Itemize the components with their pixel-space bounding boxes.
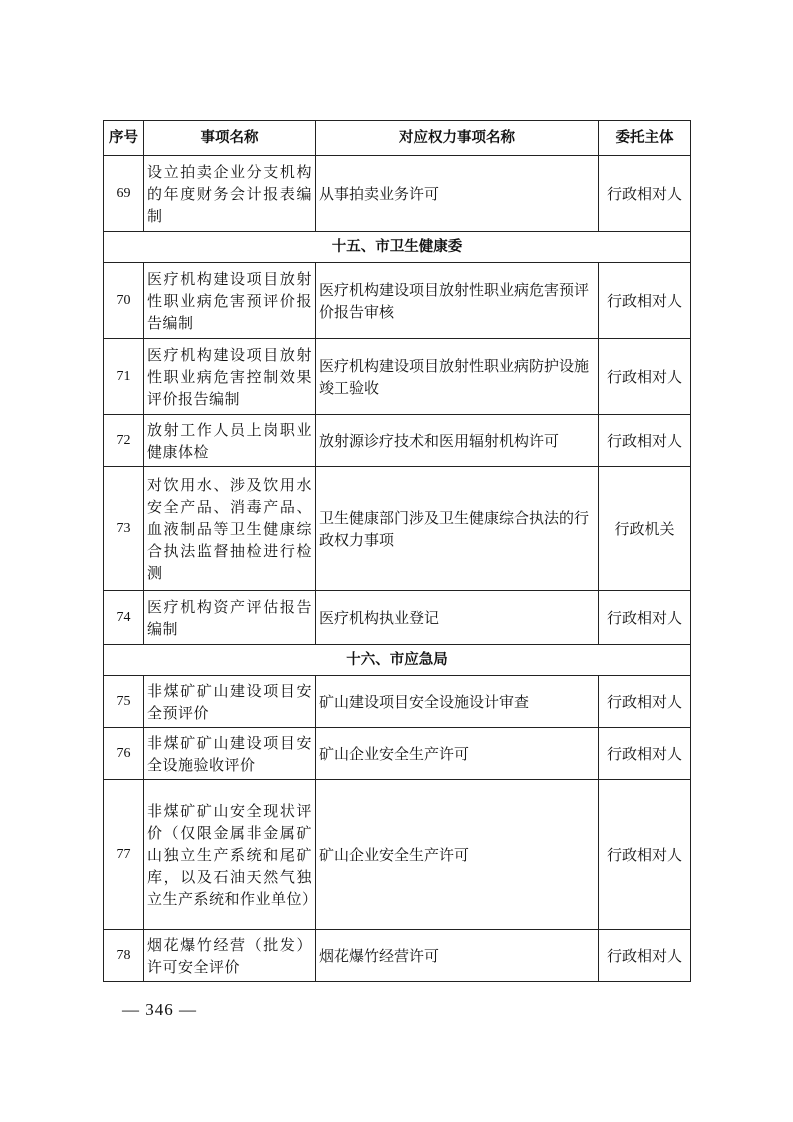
row-power: 从事拍卖业务许可 xyxy=(316,156,599,232)
table-row xyxy=(104,415,691,467)
row-entity: 行政相对人 xyxy=(599,930,691,982)
table-row xyxy=(104,676,691,728)
section-title: 十六、市应急局 xyxy=(104,645,691,676)
table-row xyxy=(104,263,691,339)
section-title: 十五、市卫生健康委 xyxy=(104,232,691,263)
row-num: 71 xyxy=(104,339,144,415)
row-num: 75 xyxy=(104,676,144,728)
row-num: 77 xyxy=(104,780,144,930)
row-power: 矿山建设项目安全设施设计审查 xyxy=(316,676,599,728)
header-num: 序号 xyxy=(104,121,144,156)
header-power: 对应权力事项名称 xyxy=(316,121,599,156)
row-item: 非煤矿矿山建设项目安全预评价 xyxy=(144,676,316,728)
section-row xyxy=(104,232,691,263)
row-entity: 行政机关 xyxy=(599,467,691,591)
table-row xyxy=(104,930,691,982)
table-row xyxy=(104,780,691,930)
table-row xyxy=(104,591,691,645)
row-item: 非煤矿矿山建设项目安全设施验收评价 xyxy=(144,728,316,780)
row-num: 73 xyxy=(104,467,144,591)
row-item: 设立拍卖企业分支机构的年度财务会计报表编制 xyxy=(144,156,316,232)
row-num: 76 xyxy=(104,728,144,780)
page-number: — 346 — xyxy=(122,1000,197,1019)
table-row xyxy=(104,156,691,232)
row-power: 放射源诊疗技术和医用辐射机构许可 xyxy=(316,415,599,467)
row-item: 放射工作人员上岗职业健康体检 xyxy=(144,415,316,467)
table-row xyxy=(104,339,691,415)
row-item: 非煤矿矿山安全现状评价（仅限金属非金属矿山独立生产系统和尾矿库，以及石油天然气独立生产系统和作业单位） xyxy=(144,780,316,930)
row-item: 医疗机构建设项目放射性职业病危害控制效果评价报告编制 xyxy=(144,339,316,415)
row-num: 78 xyxy=(104,930,144,982)
header-entity: 委托主体 xyxy=(599,121,691,156)
row-item: 烟花爆竹经营（批发）许可安全评价 xyxy=(144,930,316,982)
row-item: 对饮用水、涉及饮用水安全产品、消毒产品、血液制品等卫生健康综合执法监督抽检进行检测 xyxy=(144,467,316,591)
section-row xyxy=(104,645,691,676)
row-power: 烟花爆竹经营许可 xyxy=(316,930,599,982)
row-power: 医疗机构执业登记 xyxy=(316,591,599,645)
row-num: 69 xyxy=(104,156,144,232)
row-num: 72 xyxy=(104,415,144,467)
row-entity: 行政相对人 xyxy=(599,263,691,339)
row-entity: 行政相对人 xyxy=(599,339,691,415)
row-power: 矿山企业安全生产许可 xyxy=(316,728,599,780)
row-num: 70 xyxy=(104,263,144,339)
row-num: 74 xyxy=(104,591,144,645)
matters-table xyxy=(103,120,691,982)
header-item: 事项名称 xyxy=(144,121,316,156)
table-row xyxy=(104,467,691,591)
table-row xyxy=(104,728,691,780)
row-power: 医疗机构建设项目放射性职业病防护设施竣工验收 xyxy=(316,339,599,415)
row-entity: 行政相对人 xyxy=(599,156,691,232)
row-power: 卫生健康部门涉及卫生健康综合执法的行政权力事项 xyxy=(316,467,599,591)
row-entity: 行政相对人 xyxy=(599,591,691,645)
table-header-row xyxy=(104,121,691,156)
row-entity: 行政相对人 xyxy=(599,780,691,930)
row-item: 医疗机构建设项目放射性职业病危害预评价报告编制 xyxy=(144,263,316,339)
row-power: 医疗机构建设项目放射性职业病危害预评价报告审核 xyxy=(316,263,599,339)
row-entity: 行政相对人 xyxy=(599,676,691,728)
row-item: 医疗机构资产评估报告编制 xyxy=(144,591,316,645)
row-entity: 行政相对人 xyxy=(599,728,691,780)
row-entity: 行政相对人 xyxy=(599,415,691,467)
row-power: 矿山企业安全生产许可 xyxy=(316,780,599,930)
